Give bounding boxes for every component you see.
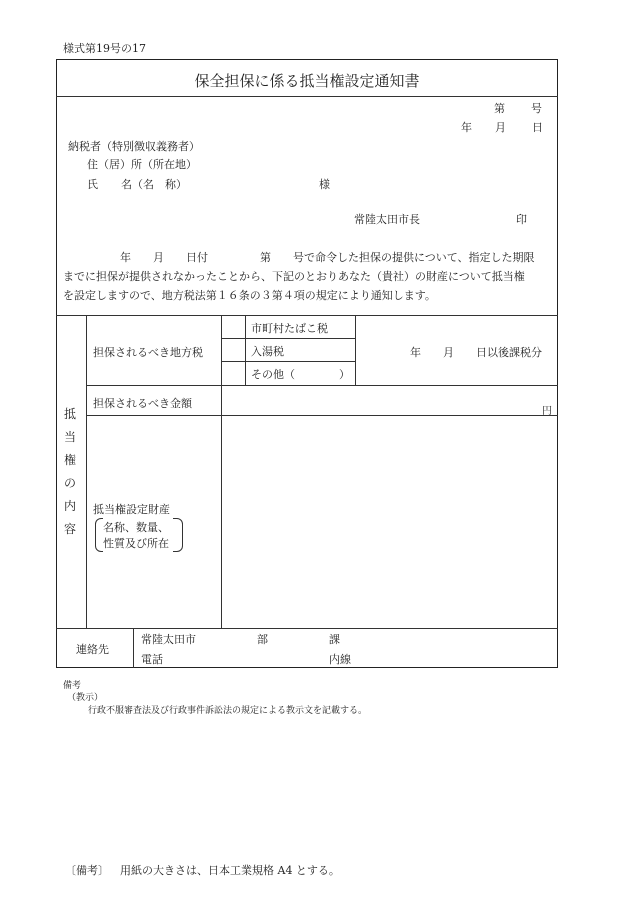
instruction-label: （教示）	[67, 693, 104, 703]
contact-phone-label: 電話	[141, 653, 163, 666]
body-line1-prefix: 年 月 日付	[120, 251, 208, 264]
tax-row-bottom	[86, 385, 558, 386]
section-label-divider	[86, 315, 87, 628]
issuer-title: 常陸太田市長	[354, 213, 420, 226]
date-year: 年	[461, 121, 472, 134]
instruction-text: 行政不服審査法及び行政事件訴訟法の規定による教示文を記載する。	[88, 706, 368, 716]
date-month: 月	[495, 121, 506, 134]
tax-item-left-divider	[245, 315, 246, 385]
tax-item-right-divider	[355, 315, 356, 385]
name-label-b: 名（名 称）	[121, 178, 187, 191]
body-line1-mid: 第 号で命令した担保の提供について、指定した期限	[260, 251, 535, 264]
body-line2: までに担保が提供されなかったことから、下記のとおりあなた（貴社）の財産について抵当権	[63, 270, 525, 283]
contact-extension-label: 内線	[329, 653, 351, 666]
tax-item-row2-divider	[221, 361, 355, 362]
tax-item-tobacco: 市町村たばこ税	[251, 322, 328, 335]
tax-item-bathing: 入湯税	[251, 345, 284, 358]
doc-number-dai: 第	[494, 102, 505, 115]
contact-label-divider	[133, 628, 134, 668]
contact-department: 部	[257, 633, 268, 646]
tax-period: 年 月 日以後課税分	[410, 346, 542, 359]
contact-top-border	[56, 628, 558, 629]
remarks-label: 備考	[63, 681, 82, 691]
tax-label: 担保されるべき地方税	[93, 346, 203, 359]
tax-item-other: その他（ ）	[251, 368, 350, 381]
contact-city: 常陸太田市	[141, 633, 196, 646]
issuer-seal: 印	[516, 213, 527, 226]
contact-section: 課	[329, 633, 340, 646]
form-number: 様式第19号の17	[63, 42, 146, 55]
footer-note-text: 用紙の大きさは、日本工業規格 A4 とする。	[120, 864, 340, 877]
date-day: 日	[532, 121, 543, 134]
form-title: 保全担保に係る抵当権設定通知書	[194, 72, 420, 90]
body-line3: を設定しますので、地方税法第１６条の３第４項の規定により通知します。	[63, 289, 436, 302]
footer-note-label: 〔備考〕	[65, 864, 109, 877]
property-note-2: 性質及び所在	[103, 537, 169, 550]
honorific: 様	[319, 178, 330, 191]
section-label: 抵当権の内容	[63, 407, 76, 536]
amount-unit: 円	[542, 406, 552, 417]
tax-item-row1-divider	[221, 338, 355, 339]
amount-label: 担保されるべき金額	[93, 397, 192, 410]
property-label: 抵当権設定財産	[93, 503, 170, 516]
property-note-1: 名称、数量、	[103, 521, 169, 534]
details-top-border	[56, 315, 558, 316]
doc-number-go: 号	[531, 102, 542, 115]
name-label-a: 氏	[87, 178, 98, 191]
title-divider	[56, 96, 558, 97]
amount-row-bottom	[86, 415, 558, 416]
address-label: 住（居）所（所在地）	[87, 158, 197, 171]
contact-label: 連絡先	[76, 643, 109, 656]
taxpayer-label: 納税者（特別徴収義務者）	[68, 140, 200, 153]
